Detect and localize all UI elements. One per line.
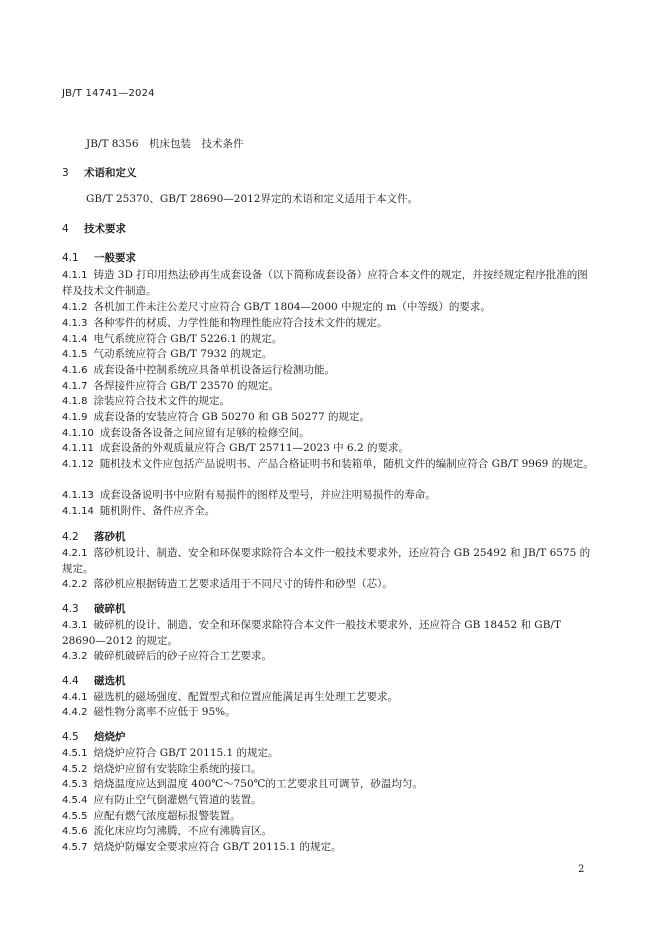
clause-number: 4.1.2 — [62, 302, 88, 313]
clause-number: 4.3.2 — [62, 651, 88, 662]
clause-4-5-1 — [62, 746, 596, 762]
subsection-4-2-heading — [62, 529, 126, 544]
clause-number: 4.1.10 — [62, 428, 94, 439]
clause-4-1-14 — [62, 504, 596, 520]
subsection-4-5-heading — [62, 729, 126, 744]
clause-text: 气动系统应符合 GB/T 7932 的规定。 — [93, 348, 273, 360]
clause-number: 4.5.4 — [62, 795, 88, 806]
section-4-heading — [62, 221, 126, 236]
clause-text: 磁选机的磁场强度、配置型式和位置应能满足再生处理工艺要求。 — [93, 691, 398, 703]
clause-number: 4.4.1 — [62, 692, 88, 703]
clause-4-1-5 — [62, 347, 596, 363]
document-code: JB/T 14741—2024 — [62, 88, 155, 99]
clause-text: 焙烧温度应达到温度 400℃～750℃的工艺要求且可调节，砂温均匀。 — [93, 778, 423, 790]
subsection-title: 磁选机 — [94, 675, 126, 687]
clause-text: 应有防止空气倒灌燃气管道的装置。 — [93, 794, 262, 806]
clause-number: 4.1.1 — [62, 270, 88, 281]
clause-number: 4.5.1 — [62, 748, 88, 759]
clause-number: 4.1.3 — [62, 318, 88, 329]
subsection-4-3-heading — [62, 601, 126, 616]
clause-4-1-8 — [62, 394, 596, 410]
subsection-number: 4.3 — [62, 603, 79, 615]
clause-4-5-6 — [62, 824, 596, 840]
clause-4-1-1 — [62, 268, 596, 300]
page-number: 2 — [578, 864, 585, 875]
clause-text: 成套设备中控制系统应具备单机设备运行检测功能。 — [93, 364, 335, 376]
clause-4-1-12 — [62, 457, 596, 473]
clause-4-5-3 — [62, 777, 596, 793]
subsection-number: 4.1 — [62, 252, 79, 264]
clause-4-2-1 — [62, 546, 596, 578]
section-number: 4 — [62, 223, 69, 235]
clause-4-5-4 — [62, 793, 596, 809]
subsection-title: 破碎机 — [94, 603, 126, 615]
section-3-heading — [62, 165, 137, 180]
reference-entry: JB/T 8356 机床包装 技术条件 — [86, 138, 244, 150]
clause-text: 电气系统应符合 GB/T 5226.1 的规定。 — [93, 333, 283, 345]
clause-number: 4.1.13 — [62, 490, 94, 501]
clause-number: 4.3.1 — [62, 620, 88, 631]
clause-number: 4.5.7 — [62, 842, 88, 853]
clause-text: 焙烧炉防爆安全要求应符合 GB/T 20115.1 的规定。 — [93, 841, 342, 853]
clause-text: 流化床应均匀沸腾，不应有沸腾盲区。 — [93, 825, 272, 837]
clause-text: 破碎机的设计、制造、安全和环保要求除符合本文件一般技术要求外，还应符合 GB 18452 和 GB/T 28690—2012 的规定。 — [62, 619, 561, 647]
clause-number: 4.1.5 — [62, 349, 88, 360]
clause-number: 4.5.6 — [62, 826, 88, 837]
clause-text: 焙烧炉应留有安装除尘系统的接口。 — [93, 763, 262, 775]
clause-number: 4.2.1 — [62, 548, 88, 559]
clause-number: 4.1.4 — [62, 334, 88, 345]
clause-text: 磁性物分离率不应低于 95%。 — [93, 706, 236, 718]
clause-text: 成套设备各设备之间应留有足够的检修空间。 — [99, 427, 310, 439]
clause-number: 4.2.2 — [62, 579, 88, 590]
section-3-text: GB/T 25370、GB/T 28690—2012界定的术语和定义适用于本文件。 — [86, 193, 418, 205]
clause-4-3-1 — [62, 618, 596, 650]
clause-number: 4.1.9 — [62, 412, 88, 423]
clause-4-1-10 — [62, 426, 596, 442]
clause-4-4-2 — [62, 705, 596, 721]
clause-4-1-7 — [62, 379, 596, 395]
clause-number: 4.1.7 — [62, 381, 88, 392]
subsection-4-1-heading — [62, 250, 136, 265]
clause-text: 铸造 3D 打印用热法砂再生成套设备（以下简称成套设备）应符合本文件的规定，并按经规定程序批准的图样及技术文件制造。 — [62, 269, 588, 297]
clause-4-1-4 — [62, 332, 596, 348]
section-number: 3 — [62, 167, 69, 179]
clause-text: 随机附件、备件应齐全。 — [99, 505, 216, 517]
clause-text: 各焊接件应符合 GB/T 23570 的规定。 — [93, 380, 280, 392]
clause-text: 成套设备说明书中应附有易损件的图样及型号，并应注明易损件的寿命。 — [99, 489, 436, 501]
clause-text: 破碎机破碎后的砂子应符合工艺要求。 — [93, 650, 272, 662]
clause-number: 4.5.3 — [62, 779, 88, 790]
subsection-number: 4.4 — [62, 675, 79, 687]
clause-text: 应配有燃气浓度超标报警装置。 — [93, 810, 241, 822]
clause-number: 4.5.5 — [62, 811, 88, 822]
clause-4-2-2 — [62, 577, 596, 593]
subsection-title: 焙烧炉 — [94, 731, 126, 743]
section-title: 技术要求 — [84, 223, 126, 235]
clause-4-5-5 — [62, 809, 596, 825]
clause-text: 各种零件的材质、力学性能和物理性能应符合技术文件的规定。 — [93, 317, 388, 329]
clause-4-1-3 — [62, 316, 596, 332]
subsection-title: 一般要求 — [94, 252, 136, 264]
clause-number: 4.5.2 — [62, 764, 88, 775]
clause-4-4-1 — [62, 690, 596, 706]
subsection-number: 4.2 — [62, 531, 79, 543]
clause-text: 随机技术文件应包括产品说明书、产品合格证明书和装箱单，随机文件的编制应符合 GB/T 9969 的规定。 — [99, 458, 594, 470]
subsection-number: 4.5 — [62, 731, 79, 743]
clause-4-1-13 — [62, 488, 596, 504]
clause-text: 涂装应符合技术文件的规定。 — [93, 395, 230, 407]
clause-4-3-2 — [62, 649, 596, 665]
clause-number: 4.1.11 — [62, 443, 94, 454]
clause-4-1-2 — [62, 300, 596, 316]
clause-4-1-6 — [62, 363, 596, 379]
clause-4-1-9 — [62, 410, 596, 426]
clause-text: 落砂机应根据铸造工艺要求适用于不同尺寸的铸件和砂型（芯）。 — [93, 578, 393, 590]
clause-number: 4.1.8 — [62, 396, 88, 407]
clause-4-5-7 — [62, 840, 596, 856]
subsection-4-4-heading — [62, 673, 126, 688]
clause-number: 4.1.6 — [62, 365, 88, 376]
clause-4-5-2 — [62, 762, 596, 778]
clause-text: 焙烧炉应符合 GB/T 20115.1 的规定。 — [93, 747, 279, 759]
clause-number: 4.4.2 — [62, 707, 88, 718]
clause-text: 成套设备的安装应符合 GB 50270 和 GB 50277 的规定。 — [93, 411, 370, 423]
clause-number: 4.1.12 — [62, 459, 94, 470]
clause-number: 4.1.14 — [62, 506, 94, 517]
clause-text: 落砂机设计、制造、安全和环保要求除符合本文件一般技术要求外，还应符合 GB 25492 和 JB/T 6575 的规定。 — [62, 547, 591, 575]
section-title: 术语和定义 — [84, 167, 137, 179]
subsection-title: 落砂机 — [94, 531, 126, 543]
clause-4-1-11 — [62, 441, 596, 457]
clause-text: 成套设备的外观质量应符合 GB/T 25711—2023 中 6.2 的要求。 — [99, 442, 409, 454]
clause-text: 各机加工件未注公差尺寸应符合 GB/T 1804—2000 中规定的 m（中等级）的要求。 — [93, 301, 491, 313]
